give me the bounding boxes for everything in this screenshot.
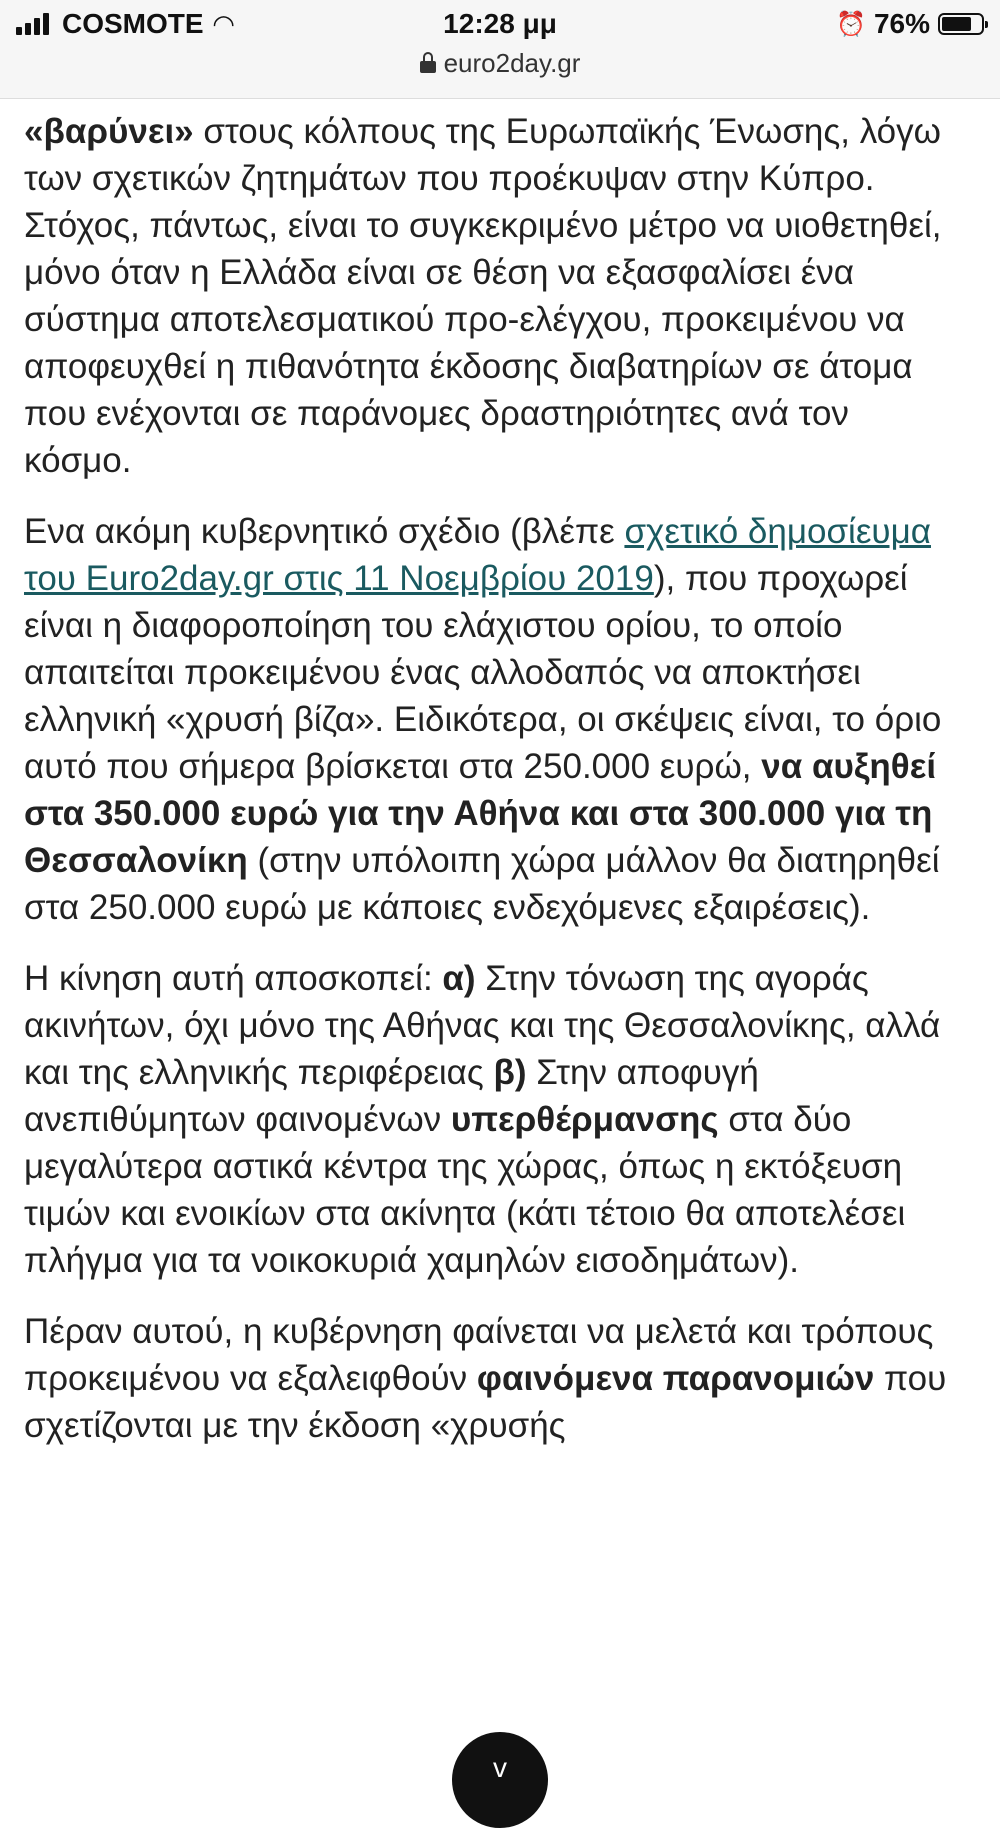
scroll-down-button[interactable]: v [452, 1732, 548, 1828]
article-paragraph [24, 108, 964, 484]
paragraph-text: (στην υπόλοιπη χώρα μάλλον θα διατηρηθεί στα 250.000 ευρώ με κάποιες ενδεχόμενες εξαιρέσεις). [24, 841, 940, 927]
article-paragraph [24, 955, 964, 1284]
article-body [24, 108, 964, 1473]
paragraph-text: στους κόλπους της Ευρωπαϊκής Ένωσης, λόγω των σχετικών ζητημάτων που προέκυψαν στην Κύπρο. Στόχος, πάντως, είναι το συγκεκριμένο μέτρο να υιοθετηθεί, μόνο όταν η Ελλάδα είναι σε θέση να εξασφαλίσει ένα σύστημα αποτελεσματικού προ-ελέγχου, προκειμένου να αποφευχθεί η πιθανότητα έκδοσης διαβατηρίων σε άτομα που ενέχονται σε παράνομες δραστηριότητες ανά τον κόσμο. [24, 112, 942, 480]
lock-icon [420, 61, 436, 73]
bold-text: φαινόμενα παρανομιών [476, 1359, 875, 1398]
paragraph-text: Στην τόνωση της αγοράς ακινήτων, όχι μόνο της Αθήνας και της Θεσσαλονίκης, αλλά και της ελληνικής περιφέρειας [24, 959, 941, 1092]
bold-text: υπερθέρμανσης [450, 1100, 719, 1139]
battery-percent: 76% [873, 8, 930, 39]
related-article-link[interactable]: σχετικό δημοσίευμα του Euro2day.gr στις 11 Νοεμβρίου 2019 [24, 512, 931, 598]
paragraph-text: Ενα ακόμη κυβερνητικό σχέδιο (βλέπε [24, 512, 625, 551]
wifi-icon: ◠ [213, 8, 234, 39]
paragraph-text: στα δύο μεγαλύτερα αστικά κέντρα της χώρας, όπως η εκτόξευση τιμών και ενοικίων στα ακίνητα (κάτι τέτοιο θα αποτελέσει πλήγμα για τα νοικοκυριά χαμηλών εισοδημάτων). [24, 1100, 906, 1280]
paragraph-text: που σχετίζονται με την έκδοση «χρυσής [24, 1359, 947, 1445]
battery-icon [938, 13, 984, 35]
article-paragraph [24, 508, 964, 931]
bold-text: β) [493, 1053, 527, 1092]
address-bar[interactable] [0, 48, 1000, 79]
battery-indicator [836, 8, 984, 40]
paragraph-text: Πέραν αυτού, η κυβέρνηση φαίνεται να μελετά και τρόπους προκειμένου να εξαλειφθούν [24, 1312, 934, 1398]
clock: 12:28 μμ [443, 8, 557, 39]
carrier-name: COSMOTE [62, 8, 204, 39]
paragraph-text: Η κίνηση αυτή αποσκοπεί: [24, 959, 443, 998]
paragraph-text: ), που προχωρεί είναι η διαφοροποίηση του ελάχιστου ορίου, το οποίο απαιτείται προκειμένου ένας αλλοδαπός να αποκτήσει ελληνική «χρυσή βίζα». Ειδικότερα, οι σκέψεις είναι, το όριο αυτό που σήμερα βρίσκεται στα 250.000 ευρώ, [24, 559, 942, 786]
alarm-icon: ⏰ [836, 10, 866, 38]
bold-text: «βαρύνει» [24, 112, 194, 151]
battery-level [942, 17, 971, 31]
article-paragraph [24, 1308, 964, 1449]
bold-text: να αυξηθεί στα 350.000 ευρώ για την Αθήνα και στα 300.000 για τη Θεσσαλονίκη [24, 747, 937, 880]
bold-text: α) [442, 959, 476, 998]
url-text: euro2day.gr [443, 48, 581, 78]
status-bar [0, 0, 1000, 99]
paragraph-text: Στην αποφυγή ανεπιθύμητων φαινομένων [24, 1053, 759, 1139]
